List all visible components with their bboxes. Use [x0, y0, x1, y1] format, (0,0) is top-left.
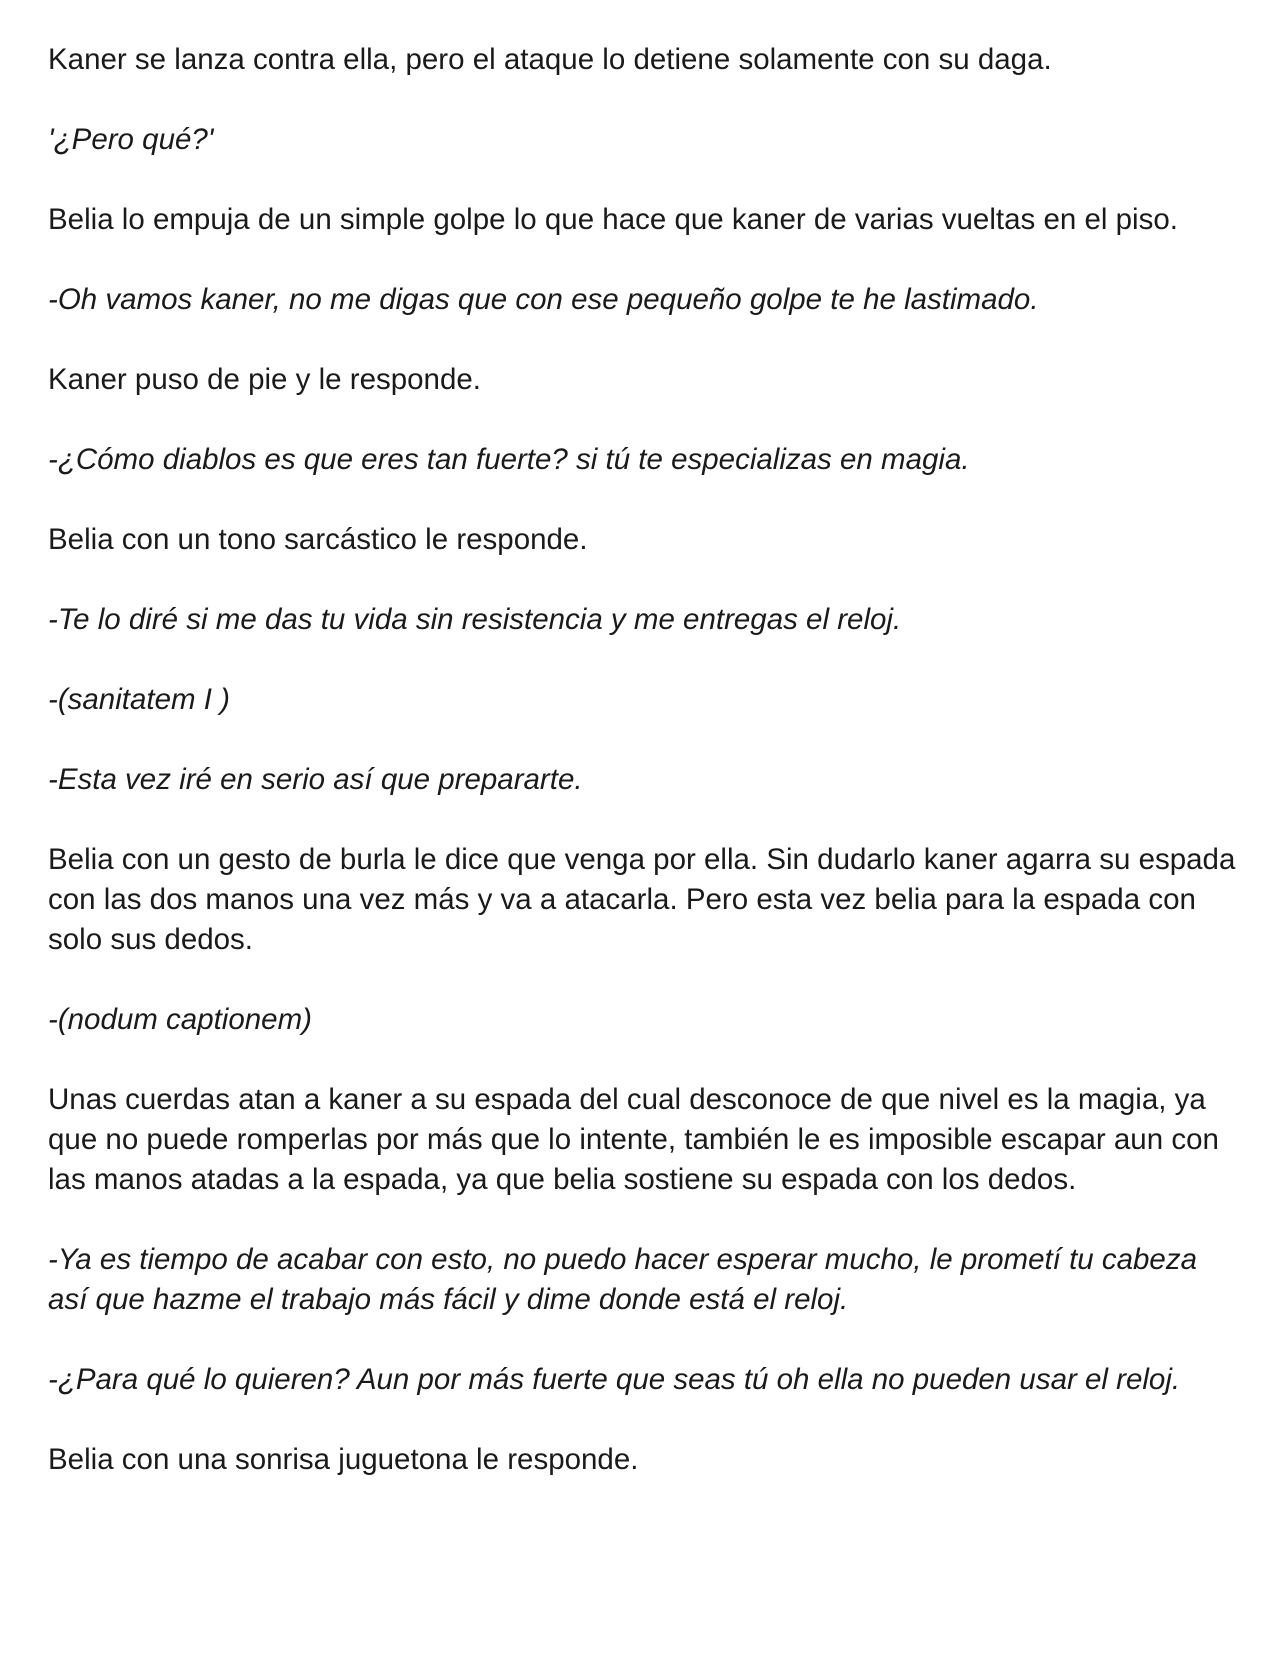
paragraph-narration: Belia con una sonrisa juguetona le responde.	[48, 1443, 639, 1476]
paragraph-spell: -(nodum captionem)	[48, 1003, 312, 1036]
paragraph-dialogue: -Ya es tiempo de acabar con esto, no puedo hacer esperar mucho, le prometí tu cabeza así que hazme el trabajo más fácil y dime donde está el reloj.	[48, 1243, 1197, 1316]
paragraph-narration: Kaner puso de pie y le responde.	[48, 363, 481, 396]
paragraph-narration: Unas cuerdas atan a kaner a su espada del cual desconoce de que nivel es la magia, ya que no puede romperlas por más que lo intente, también le es imposible escapar aun con las manos atadas a la espada, ya que belia sostiene su espada con los dedos.	[48, 1083, 1219, 1196]
paragraph-dialogue: -¿Para qué lo quieren? Aun por más fuerte que seas tú oh ella no pueden usar el reloj.	[48, 1363, 1181, 1396]
paragraph-thought: '¿Pero qué?'	[48, 123, 214, 156]
paragraph-dialogue: -Esta vez iré en serio así que prepararte.	[48, 763, 583, 796]
paragraph-dialogue: -Oh vamos kaner, no me digas que con ese pequeño golpe te he lastimado.	[48, 283, 1039, 316]
paragraph-narration: Belia con un tono sarcástico le responde.	[48, 523, 588, 556]
paragraph-narration: Kaner se lanza contra ella, pero el ataque lo detiene solamente con su daga.	[48, 43, 1052, 76]
paragraph-dialogue: -Te lo diré si me das tu vida sin resistencia y me entregas el reloj.	[48, 603, 902, 636]
paragraph-narration: Belia lo empuja de un simple golpe lo que hace que kaner de varias vueltas en el piso.	[48, 203, 1178, 236]
paragraph-narration: Belia con un gesto de burla le dice que venga por ella. Sin dudarlo kaner agarra su espada con las dos manos una vez más y va a atacarla. Pero esta vez belia para la espada con solo sus dedos.	[48, 843, 1236, 956]
paragraph-dialogue: -¿Cómo diablos es que eres tan fuerte? si tú te especializas en magia.	[48, 443, 970, 476]
paragraph-spell: -(sanitatem I )	[48, 683, 230, 716]
document-page	[48, 40, 1238, 1480]
